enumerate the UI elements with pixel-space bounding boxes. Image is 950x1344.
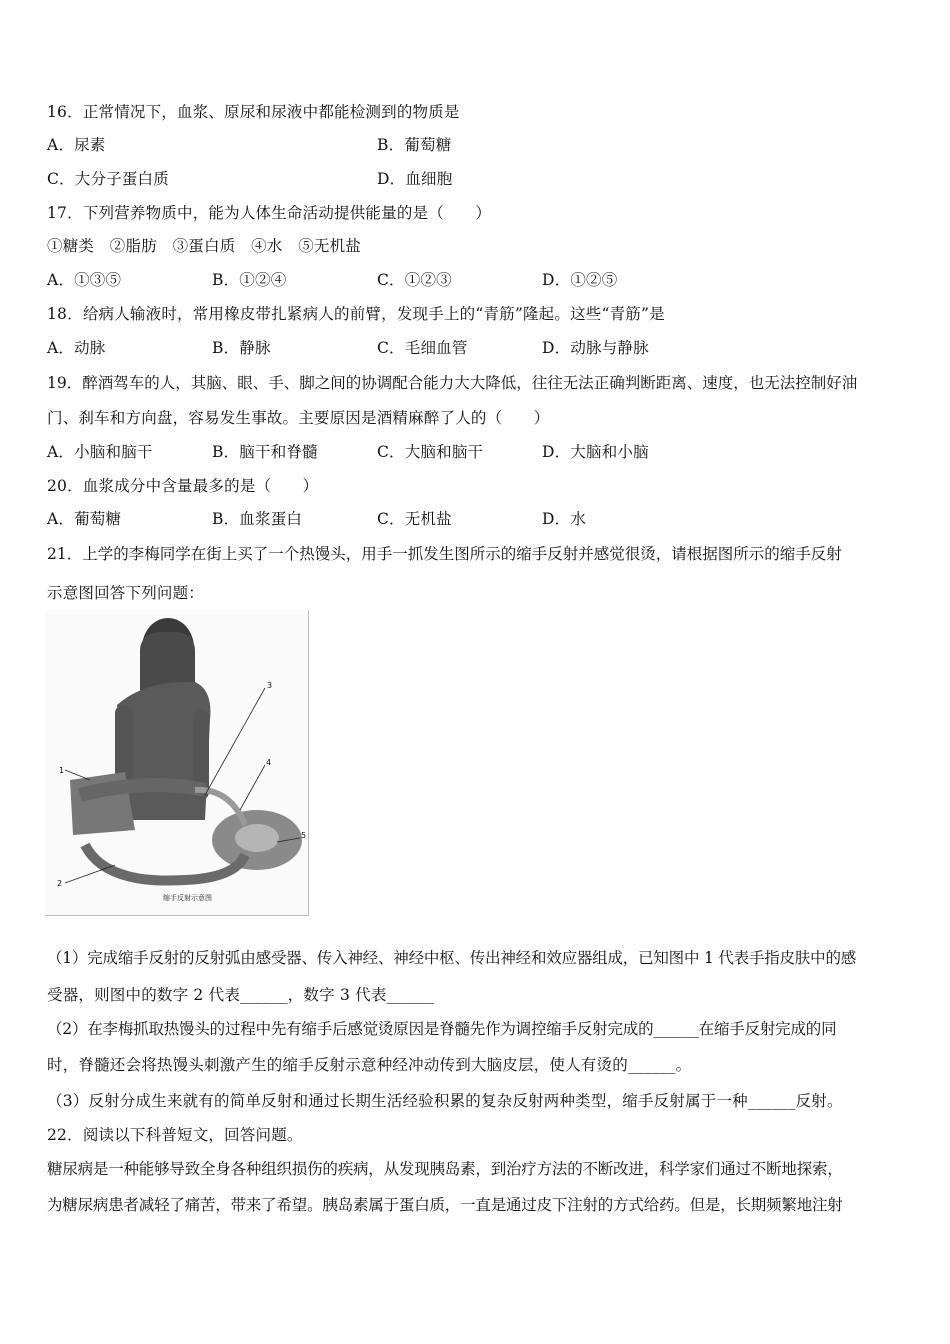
q19-stem-line2: 门、刹车和方向盘，容易发生事故。主要原因是酒精麻醉了人的（ ）: [47, 409, 550, 427]
figure-label-1: 1: [59, 766, 65, 775]
q16-option-d: D．血细胞: [377, 170, 453, 188]
q16-option-b: B．葡萄糖: [377, 136, 452, 154]
q18-option-d: D．动脉与静脉: [542, 339, 649, 357]
figure-label-4: 4: [266, 758, 272, 767]
q19-option-d: D．大脑和小脑: [542, 443, 649, 461]
q18-stem: 18．给病人输液时，常用橡皮带扎紧病人的前臂，发现手上的“青筋”隆起。这些“青筋”是: [47, 305, 665, 323]
q16-stem: 16．正常情况下，血浆、原尿和尿液中都能检测到的物质是: [47, 103, 460, 121]
q21-stem-line2: 示意图回答下列问题：: [47, 584, 205, 602]
q17-option-a: A．①③⑤: [47, 271, 122, 289]
q16-option-c: C．大分子蛋白质: [47, 170, 169, 188]
q22-stem: 22．阅读以下科普短文，回答问题。: [47, 1126, 303, 1144]
q18-option-b: B．静脉: [212, 339, 271, 357]
q19-option-b: B．脑干和脊髓: [212, 443, 318, 461]
q18-option-a: A．动脉: [47, 339, 106, 357]
figure-label-5: 5: [301, 831, 307, 840]
q21-part3-line1: （3）反射分成生来就有的简单反射和通过长期生活经验积累的复杂反射两种类型，缩手反射属于一种______反射。: [47, 1092, 843, 1110]
figure-label-3: 3: [267, 681, 273, 690]
q21-part2-line2: 时，脊髓还会将热馒头刺激产生的缩手反射示意种经冲动传到大脑皮层，使人有烫的______。: [47, 1056, 692, 1074]
reflex-diagram-figure: [45, 610, 309, 916]
q22-paragraph-line2: 为糖尿病患者减轻了痛苦，带来了希望。胰岛素属于蛋白质，一直是通过皮下注射的方式给药。但是，长期频繁地注射: [47, 1196, 843, 1214]
q22-paragraph-line1: 糖尿病是一种能够导致全身各种组织损伤的疾病，从发现胰岛素，到治疗方法的不断改进，科学家们通过不断地探索，: [47, 1160, 843, 1178]
q17-option-d: D．①②⑤: [542, 271, 618, 289]
q20-option-b: B．血浆蛋白: [212, 510, 303, 528]
q17-stem: 17．下列营养物质中，能为人体生命活动提供能量的是（ ）: [47, 204, 492, 222]
q17-option-b: B．①②④: [212, 271, 287, 289]
q21-part1-line1: （1）完成缩手反射的反射弧由感受器、传入神经、神经中枢、传出神经和效应器组成，已知图中 1 代表手指皮肤中的感: [47, 949, 857, 967]
q20-option-c: C．无机盐: [377, 510, 452, 528]
q17-option-c: C．①②③: [377, 271, 452, 289]
figure-caption: 缩手反射示意图: [163, 894, 212, 902]
q20-option-a: A．葡萄糖: [47, 510, 122, 528]
q16-option-a: A．尿素: [47, 136, 106, 154]
figure-label-2: 2: [57, 879, 63, 888]
q18-option-c: C．毛细血管: [377, 339, 468, 357]
q21-stem-line1: 21．上学的李梅同学在街上买了一个热馒头，用手一抓发生图所示的缩手反射并感觉很烫，请根据图所示的缩手反射: [47, 545, 842, 563]
reflex-diagram-illustration: [45, 610, 308, 915]
q21-part2-line1: （2）在李梅抓取热馒头的过程中先有缩手后感觉烫原因是脊髓先作为调控缩手反射完成的______在缩手反射完成的同: [47, 1020, 837, 1038]
q21-part1-line2: 受器，则图中的数字 2 代表______，数字 3 代表______: [47, 986, 435, 1004]
q20-stem: 20．血浆成分中含量最多的是（ ）: [47, 477, 319, 495]
q19-option-a: A．小脑和脑干: [47, 443, 153, 461]
q19-stem-line1: 19．醉酒驾车的人，其脑、眼、手、脚之间的协调配合能力大大降低，往往无法正确判断距离、速度，也无法控制好油: [47, 374, 858, 392]
q17-items: ①糖类 ②脂肪 ③蛋白质 ④水 ⑤无机盐: [47, 237, 362, 255]
q19-option-c: C．大脑和脑干: [377, 443, 484, 461]
q20-option-d: D．水: [542, 510, 587, 528]
